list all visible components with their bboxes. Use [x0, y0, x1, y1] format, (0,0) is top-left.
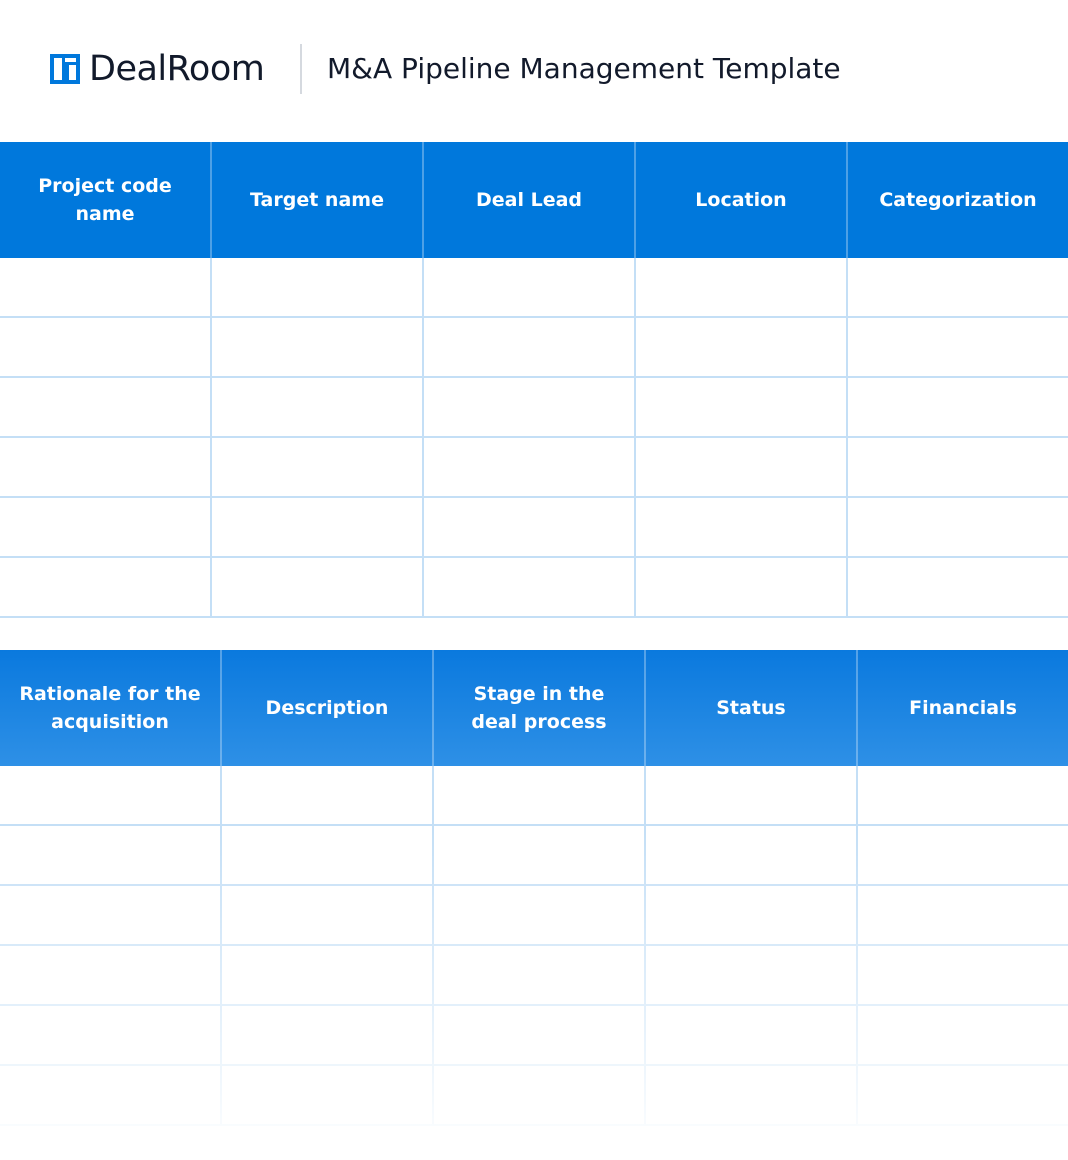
- table-cell[interactable]: [0, 766, 222, 826]
- table-cell[interactable]: [222, 946, 434, 1006]
- table-row: [0, 378, 1068, 438]
- table-cell[interactable]: [0, 1066, 222, 1126]
- table-cell[interactable]: [0, 438, 212, 498]
- pipeline-table-2: [0, 650, 1068, 1126]
- page-title: M&A Pipeline Management Template: [327, 52, 841, 85]
- table-cell[interactable]: [848, 258, 1068, 318]
- table-header-row: [0, 142, 1068, 258]
- column-header-target-name: Target name: [212, 142, 424, 258]
- table-cell[interactable]: [0, 1006, 222, 1066]
- table-cell[interactable]: [212, 258, 424, 318]
- column-header-project-code-name: Project code name: [0, 142, 212, 258]
- table-cell[interactable]: [0, 886, 222, 946]
- table-cell[interactable]: [424, 558, 636, 618]
- table-row: [0, 1066, 1068, 1126]
- dealroom-logo-icon: [50, 54, 80, 84]
- table-row: [0, 258, 1068, 318]
- table-row: [0, 438, 1068, 498]
- table-cell[interactable]: [636, 258, 848, 318]
- table-cell[interactable]: [646, 826, 858, 886]
- table-cell[interactable]: [434, 1006, 646, 1066]
- table-row: [0, 318, 1068, 378]
- table-cell[interactable]: [0, 826, 222, 886]
- table-cell[interactable]: [222, 826, 434, 886]
- table-cell[interactable]: [646, 946, 858, 1006]
- table-cell[interactable]: [858, 946, 1068, 1006]
- table-cell[interactable]: [848, 558, 1068, 618]
- table-cell[interactable]: [0, 378, 212, 438]
- table-cell[interactable]: [424, 318, 636, 378]
- brand-name: DealRoom: [89, 49, 265, 89]
- table-cell[interactable]: [434, 886, 646, 946]
- table-cell[interactable]: [212, 318, 424, 378]
- table-cell[interactable]: [848, 318, 1068, 378]
- column-header-stage: Stage in the deal process: [434, 650, 646, 766]
- column-header-status: Status: [646, 650, 858, 766]
- table-cell[interactable]: [858, 826, 1068, 886]
- header-divider: [300, 44, 302, 94]
- table-cell[interactable]: [0, 946, 222, 1006]
- table-cell[interactable]: [212, 558, 424, 618]
- table-cell[interactable]: [0, 258, 212, 318]
- table-row: [0, 498, 1068, 558]
- table-cell[interactable]: [0, 498, 212, 558]
- pipeline-table-1: [0, 142, 1068, 618]
- table-cell[interactable]: [222, 886, 434, 946]
- table-row: [0, 558, 1068, 618]
- table-header-row: [0, 650, 1068, 766]
- table-cell[interactable]: [424, 258, 636, 318]
- table-cell[interactable]: [424, 498, 636, 558]
- table-cell[interactable]: [848, 498, 1068, 558]
- table-cell[interactable]: [212, 378, 424, 438]
- table-cell[interactable]: [636, 378, 848, 438]
- column-header-categorization: Categorization: [879, 189, 1037, 211]
- table-cell[interactable]: [434, 946, 646, 1006]
- table-cell[interactable]: [434, 826, 646, 886]
- table-cell[interactable]: [222, 1066, 434, 1126]
- table-row: [0, 946, 1068, 1006]
- table-cell[interactable]: [222, 1006, 434, 1066]
- table-cell[interactable]: [848, 378, 1068, 438]
- table-cell[interactable]: [424, 438, 636, 498]
- page-header: [0, 0, 1068, 142]
- column-header-rationale: Rationale for the acquisition: [0, 650, 222, 766]
- column-header-financials: Financials: [909, 697, 1017, 719]
- table-cell[interactable]: [636, 438, 848, 498]
- table-cell[interactable]: [646, 1006, 858, 1066]
- table-cell[interactable]: [434, 1066, 646, 1126]
- column-header-location: Location: [636, 142, 848, 258]
- table-row: [0, 766, 1068, 826]
- table-row: [0, 826, 1068, 886]
- table-cell[interactable]: [212, 438, 424, 498]
- table-cell[interactable]: [222, 766, 434, 826]
- column-header-description: Description: [222, 650, 434, 766]
- table-cell[interactable]: [636, 498, 848, 558]
- table-cell[interactable]: [858, 886, 1068, 946]
- table-row: [0, 1006, 1068, 1066]
- table-cell[interactable]: [848, 438, 1068, 498]
- table-cell[interactable]: [858, 1006, 1068, 1066]
- table-row: [0, 886, 1068, 946]
- table-cell[interactable]: [646, 766, 858, 826]
- table-cell[interactable]: [858, 766, 1068, 826]
- table-cell[interactable]: [0, 558, 212, 618]
- table-cell[interactable]: [636, 558, 848, 618]
- table-cell[interactable]: [0, 318, 212, 378]
- table-cell[interactable]: [636, 318, 848, 378]
- table-cell[interactable]: [646, 886, 858, 946]
- table-cell[interactable]: [424, 378, 636, 438]
- table-cell[interactable]: [434, 766, 646, 826]
- table-cell[interactable]: [858, 1066, 1068, 1126]
- table-cell[interactable]: [212, 498, 424, 558]
- column-header-deal-lead: Deal Lead: [424, 142, 636, 258]
- table-cell[interactable]: [646, 1066, 858, 1126]
